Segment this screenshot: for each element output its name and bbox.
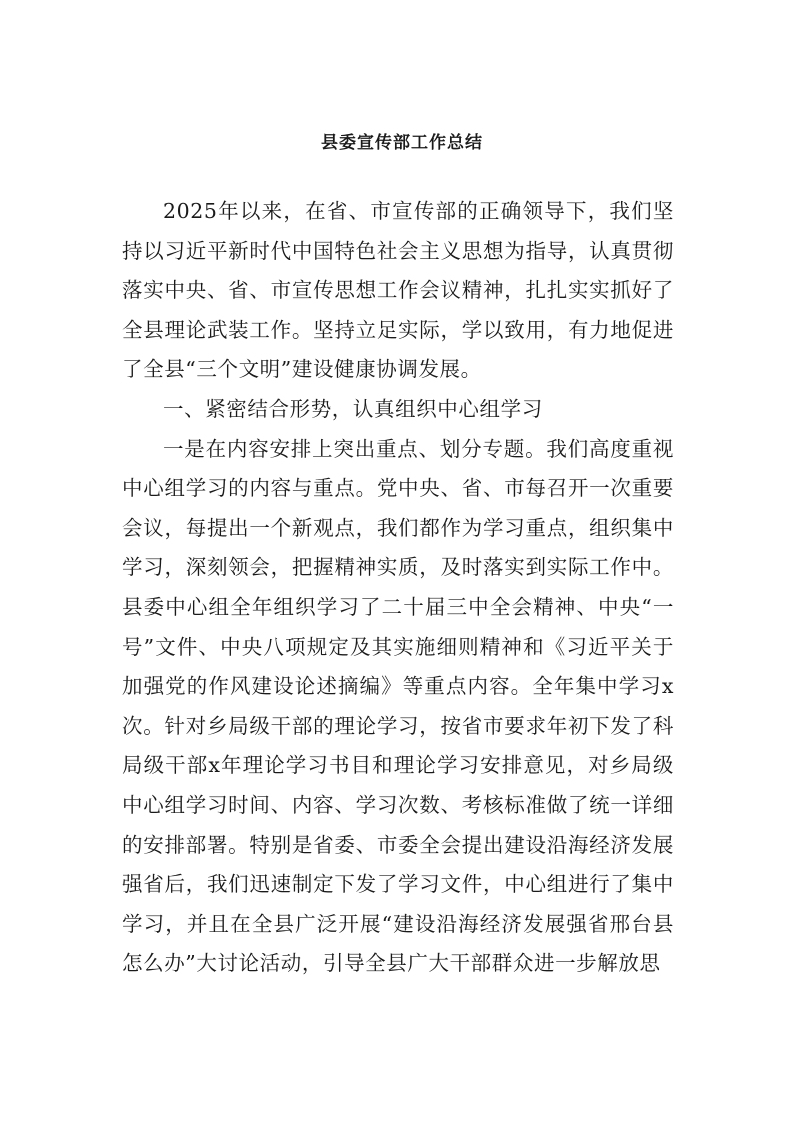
intro-paragraph: 2025年以来，在省、市宣传部的正确领导下，我们坚持以习近平新时代中国特色社会主义思想为指导，认真贯彻落实中央、省、市宣传思想工作会议精神，扎扎实实抓好了全县理论武装工作。坚持立足实际，学以致用，有力地促进了全县“三个文明”建设健康协调发展。 <box>122 199 674 382</box>
section-1-paragraph-1: 一是在内容安排上突出重点、划分专题。我们高度重视中心组学习的内容与重点。党中央、省、市每召开一次重要会议，每提出一个新观点，我们都作为学习重点，组织集中学习，深刻领会，把握精神实质，及时落实到实际工作中。县委中心组全年组织学习了二十届三中全会精神、中央“一号”文件、中央八项规定及其实施细则精神和《习近平关于加强党的作风建设论述摘编》等重点内容。全年集中学习x次。针对乡局级干部的理论学习，按省市要求年初下发了科局级干部x年理论学习书目和理论学习安排意见，对乡局级中心组学习时间、内容、学习次数、考核标准做了统一详细的安排部署。特别是省委、市委全会提出建设沿海经济发展强省后，我们迅速制定下发了学习文件，中心组进行了集中学习，并且在全县广泛开展“建设沿海经济发展强省邢台县怎么办”大讨论活动，引导全县广大干部群众进一步解放思 <box>122 436 674 976</box>
document-title: 县委宣传部工作总结 <box>321 133 483 153</box>
document-page <box>122 128 674 984</box>
section-heading-1: 一、紧密结合形势，认真组织中心组学习 <box>163 396 543 421</box>
